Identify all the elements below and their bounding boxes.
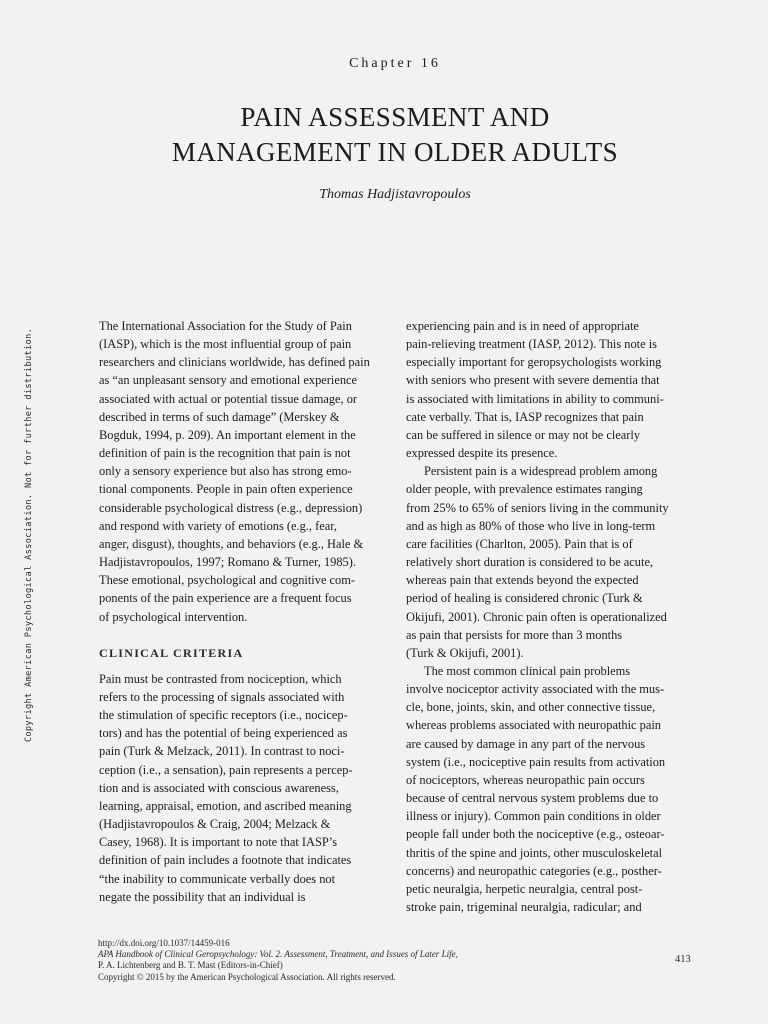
text-line: experiencing pain and is in need of appropriate	[406, 319, 639, 333]
footer-citation	[98, 938, 458, 983]
text-line: period of healing is considered chronic (Turk &	[406, 591, 643, 606]
text-line: cate verbally. That is, IASP recognizes that pain	[406, 409, 644, 424]
text-line: Casey, 1968). It is important to note that IASP’s	[99, 835, 338, 850]
text-line: care facilities (Charlton, 2005). Pain that is of	[406, 536, 633, 551]
text-line: stroke pain, trigeminal neuralgia, radicular; and	[406, 900, 642, 914]
text-line: illness or injury). Common pain conditions in older	[406, 809, 661, 824]
text-line: older people, with prevalence estimates ranging	[406, 482, 643, 497]
text-line: negate the possibility that an individual is	[99, 889, 306, 904]
text-line: described in terms of such damage” (Merskey &	[99, 409, 340, 424]
text-line: “the inability to communicate verbally does not	[99, 871, 336, 886]
text-line: because of central nervous system problems due to	[406, 791, 659, 806]
text-line: people fall under both the nociceptive (e.g., osteoar-	[406, 827, 665, 842]
chapter-title	[0, 100, 768, 170]
text-line: relatively short duration is considered to be acute,	[406, 555, 654, 570]
author-name: Thomas Hadjistavropoulos	[319, 187, 471, 202]
text-line: especially important for geropsychologists working	[406, 355, 662, 370]
text-line: Okijufi, 2001). Chronic pain often is operationalized	[406, 609, 667, 624]
text-line: The International Association for the Study of Pain	[99, 319, 352, 333]
text-line: (IASP), which is the most influential group of pain	[99, 337, 352, 352]
text-line: ponents of the pain experience are a frequent focus	[99, 591, 352, 606]
left-paragraph-2	[99, 670, 399, 906]
text-line: expressed despite its presence.	[406, 446, 558, 461]
left-paragraph-1	[99, 317, 399, 626]
text-line: of psychological intervention.	[99, 609, 248, 624]
text-line: Persistent pain is a widespread problem among	[424, 464, 658, 479]
text-line: Pain must be contrasted from nociception, which	[99, 671, 342, 686]
title-line-2: MANAGEMENT IN OLDER ADULTS	[171, 137, 619, 167]
text-line: and respond with variety of emotions (e.g., fear,	[99, 518, 337, 533]
text-line: whereas pain that extends beyond the expected	[406, 573, 639, 588]
text-line: can be suffered in silence or may not be clearly	[406, 427, 641, 442]
footer-copyright: Copyright © 2015 by the American Psychological Association. All rights reserved.	[98, 971, 396, 982]
text-line: is associated with limitations in ability to communi-	[406, 391, 664, 406]
text-line: involve nociceptor activity associated with the mus-	[406, 682, 665, 697]
text-line: and as high as 80% of those who live in long-term	[406, 518, 656, 533]
page-number: 413	[675, 954, 691, 965]
text-line: refers to the processing of signals associated with	[99, 689, 345, 704]
text-line: Bogduk, 1994, p. 209). An important element in the	[99, 427, 356, 442]
text-line: These emotional, psychological and cognitive com-	[99, 573, 355, 588]
text-line: the stimulation of specific receptors (i.e., nocicep-	[99, 708, 348, 723]
text-line: pain-relieving treatment (IASP, 2012). This note is	[406, 337, 657, 352]
right-paragraph-2	[406, 462, 706, 662]
text-line: as pain that persists for more than 3 months	[406, 627, 623, 642]
text-line: anger, disgust), thoughts, and behaviors (e.g., Hale &	[99, 536, 364, 551]
text-line: thritis of the spine and joints, other musculoskeletal	[406, 845, 663, 860]
section-heading-clinical-criteria: CLINICAL CRITERIA	[99, 645, 244, 660]
right-paragraph-3	[406, 662, 706, 916]
text-line: definition of pain is the recognition that pain is not	[99, 446, 351, 461]
text-line: researchers and clinicians worldwide, has defined pain	[99, 355, 370, 370]
footer-handbook-title: APA Handbook of Clinical Geropsychology: Vol. 2. Assessment, Treatment, and Issues of Later Life,	[98, 949, 458, 960]
text-line: are caused by damage in any part of the nervous	[406, 736, 646, 751]
text-line: petic neuralgia, herpetic neuralgia, central post-	[406, 881, 643, 896]
text-line: system (i.e., nociceptive pain results from activation	[406, 754, 666, 769]
right-column	[406, 317, 706, 916]
text-line: concerns) and neuropathic categories (e.g., posther-	[406, 863, 662, 878]
text-line: whereas problems associated with neuropathic pain	[406, 718, 661, 733]
left-column	[99, 317, 399, 906]
footer-editors: P. A. Lichtenberg and B. T. Mast (Editors-in-Chief)	[98, 960, 283, 971]
chapter-label: Chapter 16	[349, 56, 441, 71]
text-line: cle, bone, joints, skin, and other connective tissue,	[406, 700, 656, 715]
text-line: only a sensory experience but also has strong emo-	[99, 464, 352, 479]
text-line: definition of pain includes a footnote that indicates	[99, 853, 352, 868]
text-line: ception (i.e., a sensation), pain represents a percep-	[99, 762, 353, 777]
text-line: as “an unpleasant sensory and emotional experience	[99, 373, 358, 388]
text-line: associated with actual or potential tissue damage, or	[99, 391, 358, 406]
text-line: pain (Turk & Melzack, 2011). In contrast to noci-	[99, 744, 345, 759]
footer-doi-link[interactable]: http://dx.doi.org/10.1037/14459-016	[98, 938, 230, 948]
title-line-1: PAIN ASSESSMENT AND	[240, 102, 550, 132]
text-line: tional components. People in pain often experience	[99, 482, 353, 497]
text-line: with seniors who present with severe dementia that	[406, 373, 660, 388]
text-line: (Hadjistavropoulos & Craig, 2004; Melzack &	[99, 817, 331, 832]
text-line: tion and is associated with conscious awareness,	[99, 780, 339, 795]
text-line: from 25% to 65% of seniors living in the community	[406, 500, 669, 515]
text-line: of nociceptors, whereas neuropathic pain occurs	[406, 772, 645, 787]
text-line: (Turk & Okijufi, 2001).	[406, 645, 524, 660]
right-paragraph-1	[406, 317, 706, 462]
text-line: considerable psychological distress (e.g., depression)	[99, 500, 363, 515]
text-line: Hadjistavropoulos, 1997; Romano & Turner, 1985).	[99, 555, 356, 570]
text-line: tors) and has the potential of being experienced as	[99, 726, 348, 741]
text-line: learning, appraisal, emotion, and ascribed meaning	[99, 798, 352, 813]
text-line: The most common clinical pain problems	[424, 663, 631, 678]
copyright-sidebar-notice: Copyright American Psychological Association. Not for further distribution.	[24, 327, 34, 743]
